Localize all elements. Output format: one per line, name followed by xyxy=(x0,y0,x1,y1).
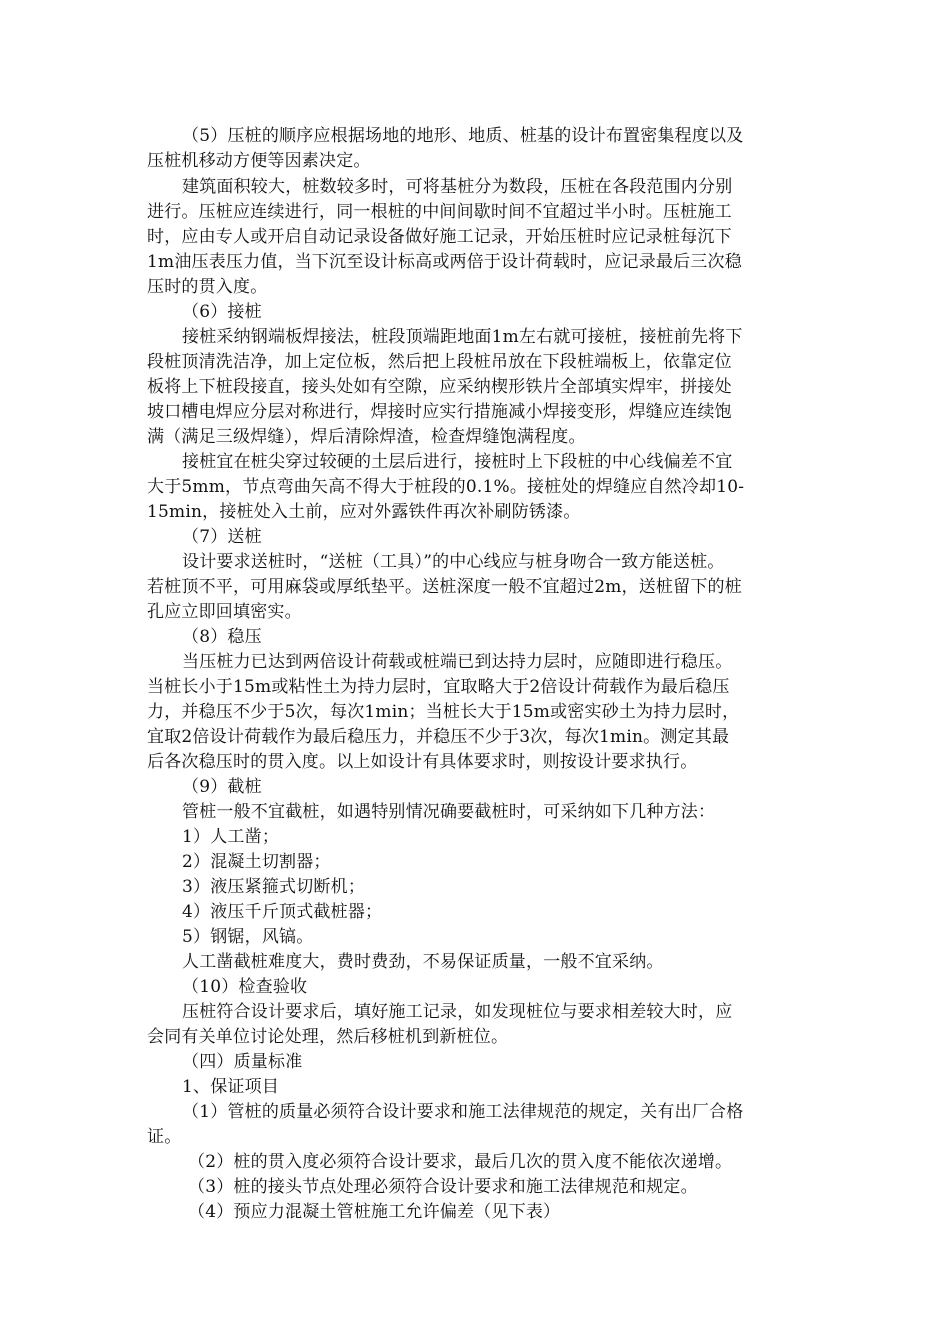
text-line: 压时的贯入度。 xyxy=(147,277,268,297)
text-line: 5）钢锯，风镐。 xyxy=(182,927,314,947)
text-line: （10）检查验收 xyxy=(182,977,308,997)
text-line: 若桩顶不平，可用麻袋或厚纸垫平。送桩深度一般不宜超过2m，送桩留下的桩 xyxy=(147,577,742,597)
text-line: 满（满足三级焊缝），焊后清除焊渣，检查焊缝饱满程度。 xyxy=(147,427,586,447)
subsection-heading: 1、保证项目 xyxy=(182,1077,280,1097)
text-line: 接桩宜在桩尖穿过较硬的土层后进行，接桩时上下段桩的中心线偏差不宜 xyxy=(182,452,733,472)
text-line: 大于5mm，节点弯曲矢高不得大于桩段的0.1%。接桩处的焊缝应自然冷却10- xyxy=(147,477,745,497)
text-line: （7）送桩 xyxy=(182,527,262,547)
text-line: 15min，接桩处入土前，应对外露铁件再次补刷防锈漆。 xyxy=(147,502,581,522)
text-line: 1m油压表压力值，当下沉至设计标高或两倍于设计荷载时，应记录最后三次稳 xyxy=(147,252,742,272)
text-line: 后各次稳压时的贯入度。以上如设计有具体要求时，则按设计要求执行。 xyxy=(147,752,698,772)
text-line: 管桩一般不宜截桩，如遇特别情况确要截桩时，可采纳如下几种方法： xyxy=(182,802,716,822)
text-line: 段桩顶清洗洁净，加上定位板，然后把上段桩吊放在下段桩端板上，依靠定位 xyxy=(147,352,732,372)
text-line: 坡口槽电焊应分层对称进行，焊接时应实行措施减小焊接变形，焊缝应连续饱 xyxy=(147,402,732,422)
text-line: 力，并稳压不少于5次，每次1min；当桩长大于15m或密实砂土为持力层时， xyxy=(147,702,740,722)
text-line: 建筑面积较大，桩数较多时，可将基桩分为数段，压桩在各段范围内分别 xyxy=(182,177,733,197)
text-line: 孔应立即回填密实。 xyxy=(147,602,302,622)
text-line: （4）预应力混凝土管桩施工允许偏差（见下表） xyxy=(188,1202,561,1222)
text-line: （6）接桩 xyxy=(182,302,262,322)
text-line: 接桩采纳钢端板焊接法，桩段顶端距地面1m左右就可接桩，接桩前先将下 xyxy=(182,327,743,347)
text-line: 压桩机移动方便等因素决定。 xyxy=(147,151,371,171)
text-line: 压桩符合设计要求后，填好施工记录，如发现桩位与要求相差较大时，应 xyxy=(182,1002,733,1022)
text-line: （8）稳压 xyxy=(182,627,262,647)
text-line: 证。 xyxy=(147,1127,182,1147)
text-line: 2）混凝土切割器； xyxy=(182,852,331,872)
section-heading: （四）质量标准 xyxy=(182,1052,303,1072)
text-line: 进行。压桩应连续进行，同一根桩的中间间歇时间不宜超过半小时。压桩施工 xyxy=(147,202,732,222)
text-line: （9）截桩 xyxy=(182,777,262,797)
text-line: 当桩长小于15m或粘性土为持力层时，宜取略大于2倍设计荷载作为最后稳压 xyxy=(147,677,730,697)
text-line: 会同有关单位讨论处理，然后移桩机到新桩位。 xyxy=(147,1027,509,1047)
text-line: 宜取2倍设计荷载作为最后稳压力，并稳压不少于3次，每次1min。测定其最 xyxy=(147,727,730,747)
text-line: 时，应由专人或开启自动记录设备做好施工记录，开始压桩时应记录桩每沉下 xyxy=(147,227,732,247)
text-line: （1）管桩的质量必须符合设计要求和施工法律规范的规定，关有出厂合格 xyxy=(182,1102,744,1122)
text-line: 人工凿截桩难度大，费时费劲，不易保证质量，一般不宜采纳。 xyxy=(182,952,664,972)
text-line: （2）桩的贯入度必须符合设计要求，最后几次的贯入度不能依次递增。 xyxy=(188,1152,733,1172)
text-line: 1）人工凿； xyxy=(182,827,280,847)
text-line: 4）液压千斤顶式截桩器； xyxy=(182,902,383,922)
text-line: （3）桩的接头节点处理必须符合设计要求和施工法律规范和规定。 xyxy=(188,1177,698,1197)
text-line: 3）液压紧箍式切断机； xyxy=(182,877,366,897)
text-line: 板将上下桩段接直，接头处如有空隙，应采纳楔形铁片全部填实焊牢，拼接处 xyxy=(147,377,732,397)
text-line: （5）压桩的顺序应根据场地的地形、地质、桩基的设计布置密集程度以及 xyxy=(182,126,744,146)
text-line: 当压桩力已达到两倍设计荷载或桩端已到达持力层时，应随即进行稳压。 xyxy=(182,652,733,672)
text-line: 设计要求送桩时，“送桩（工具）”的中心线应与桩身吻合一致方能送桩。 xyxy=(182,552,725,572)
